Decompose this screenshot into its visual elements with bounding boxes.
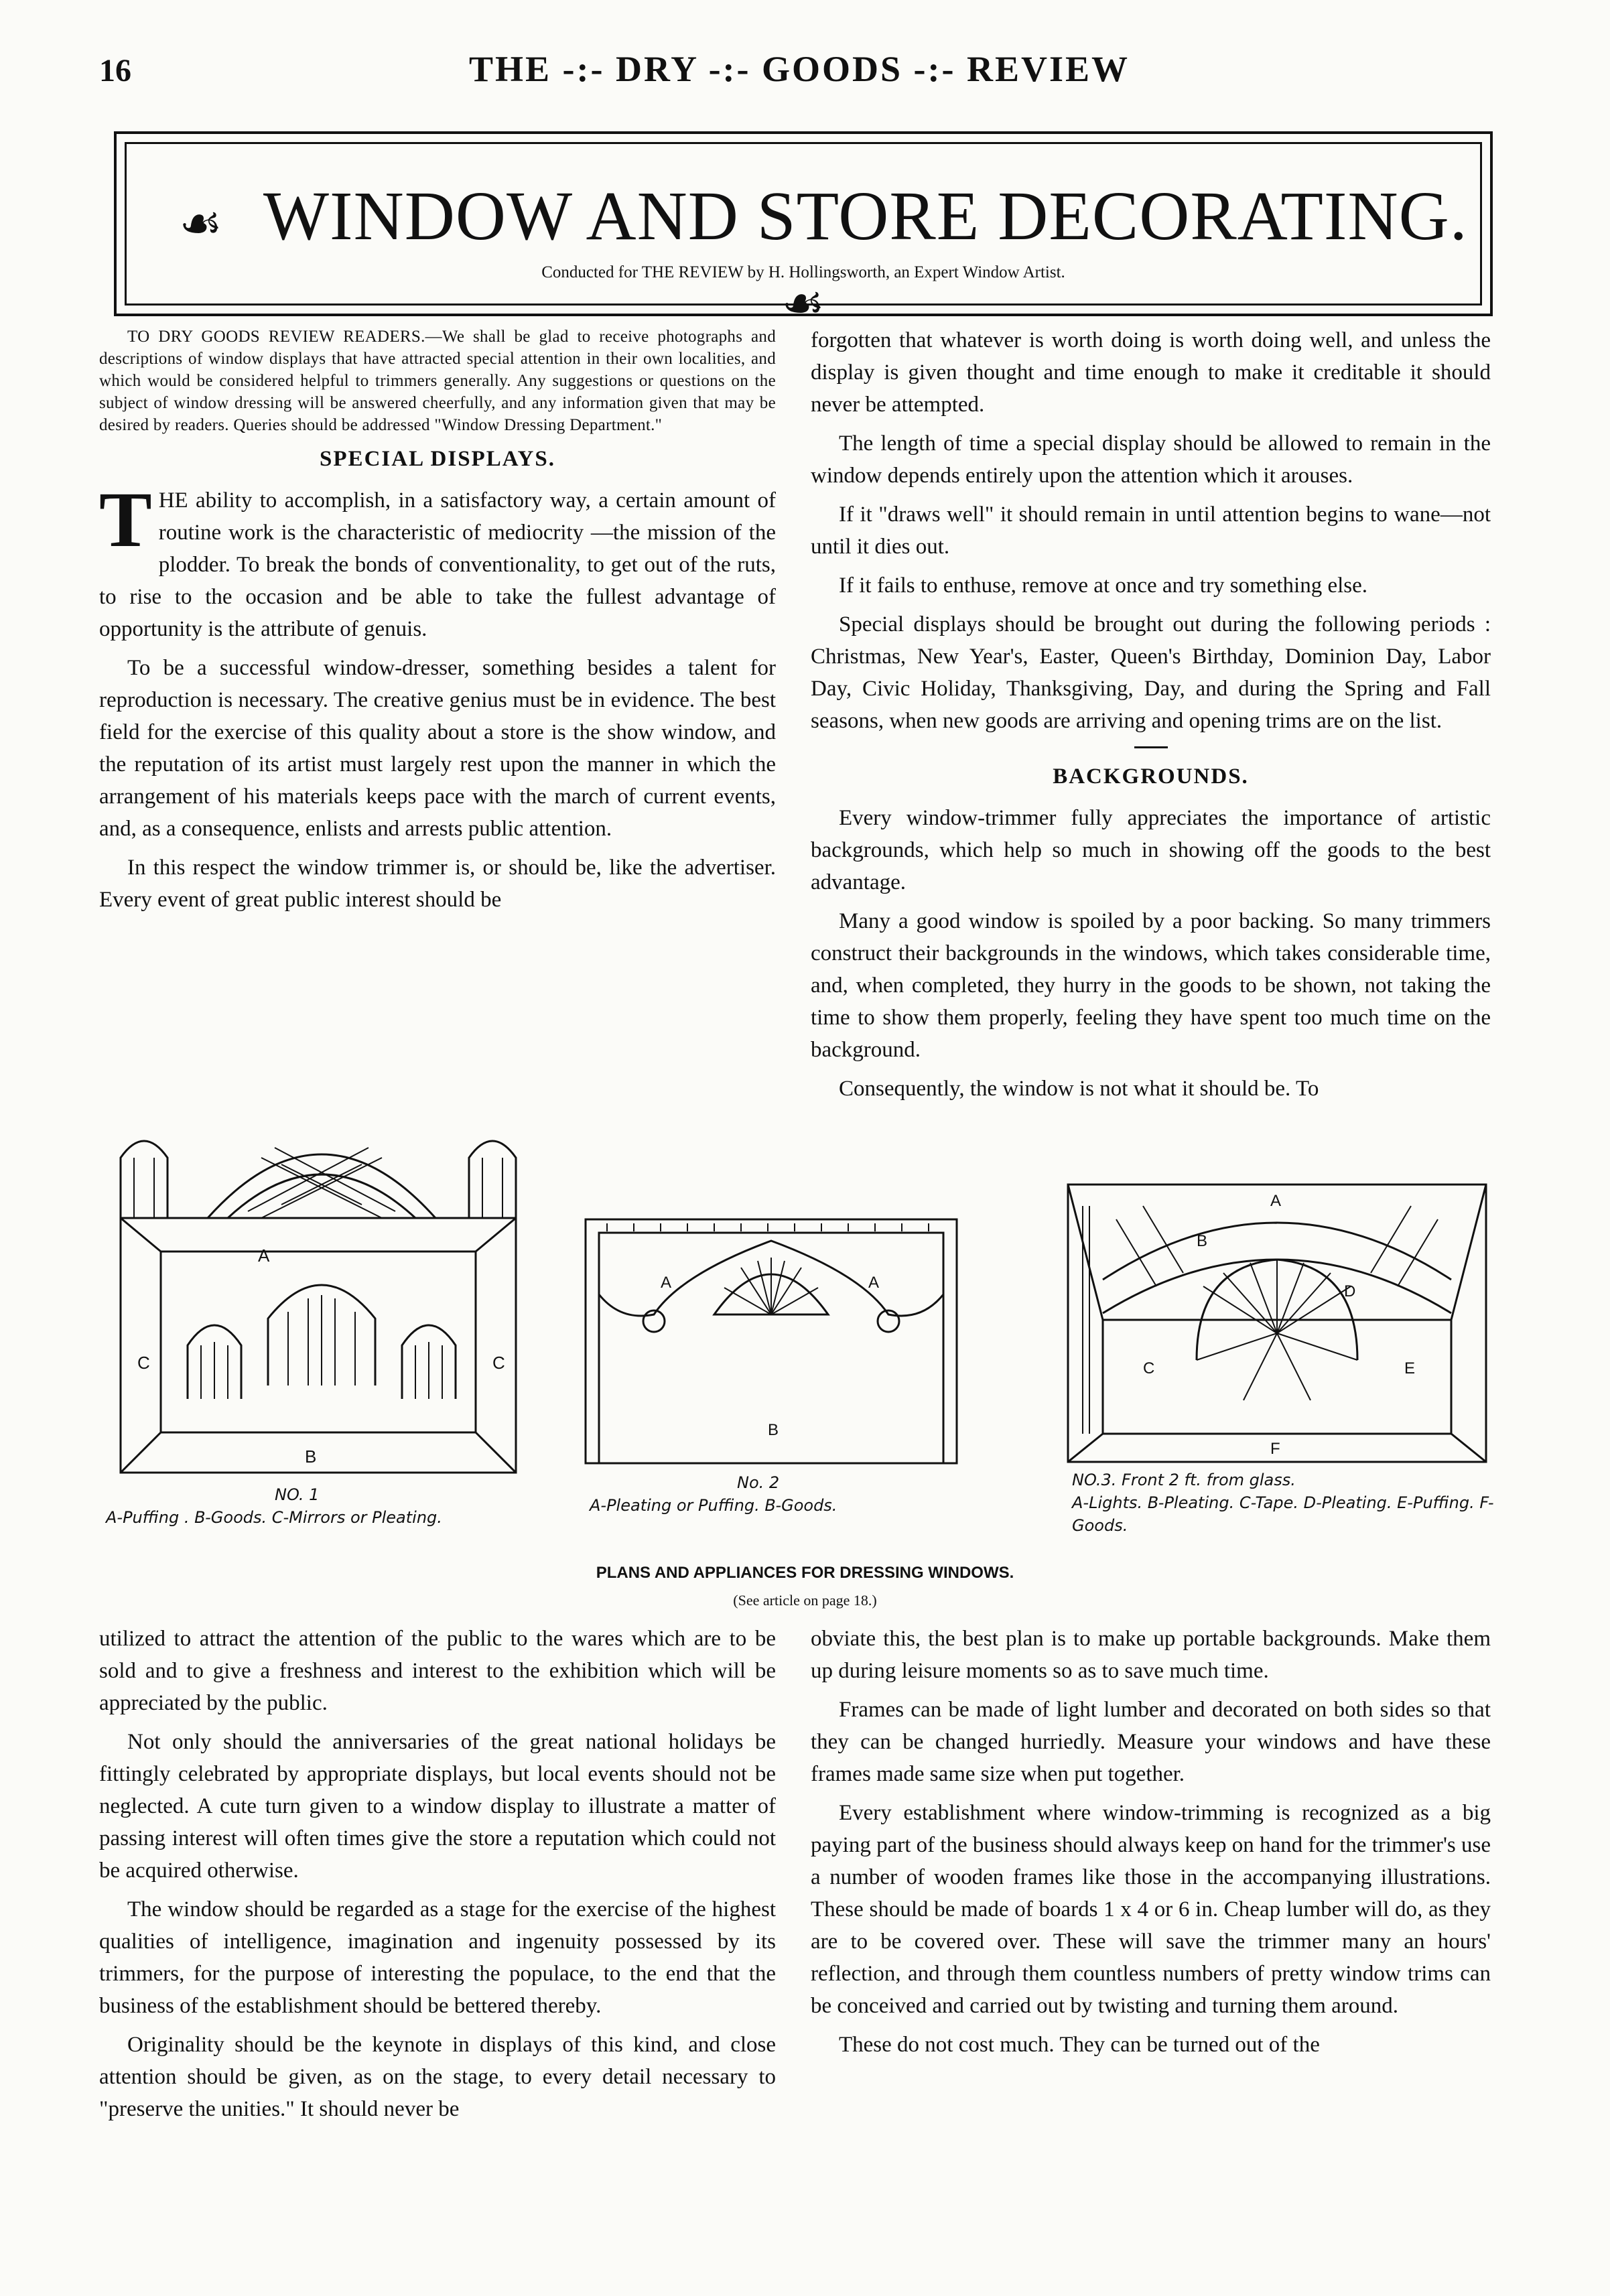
figure-label: B [768, 1421, 779, 1439]
page-number: 16 [99, 53, 131, 88]
paragraph: Consequently, the window is not what it should be. To [839, 1077, 1319, 1101]
figure-label: E [1404, 1359, 1416, 1377]
paragraph: Special displays should be brought out during the following periods : Christmas, New Year's, Easter, Queen's Birthday, Dominion Day, Labor Day, Civic Holiday, Thanksgiving, Day, and during the Spring and Fall seasons, when new goods are arriving and opening trims are on the list. [811, 612, 1491, 733]
paragraph: Frames can be made of light lumber and decorated on both sides so that they can be changed hurriedly. Measure your windows and have these frames made same size when put together. [811, 1698, 1491, 1786]
paragraph: Many a good window is spoiled by a poor backing. So many trimmers construct their backgrounds in the windows, which takes considerable time, and, when completed, they hurry in the goods to be shown, not taking the time to show them properly, feeling they have spent too much time on the background. [811, 909, 1491, 1062]
drop-cap: T [99, 476, 152, 563]
heading-special-displays: SPECIAL DISPLAYS. [320, 447, 555, 471]
figure-label: A [868, 1274, 880, 1292]
banner-title-row [127, 176, 1480, 336]
paragraph: If it "draws well" it should remain in until attention begins to wane—not until it dies out. [811, 502, 1491, 559]
figure-label: C [492, 1353, 505, 1373]
banner-title: WINDOW AND STORE DECORATING. [263, 178, 1468, 255]
readers-notice: TO DRY GOODS REVIEW READERS.—We shall be glad to receive photographs and descriptions of window displays that have attracted special attention in their own localities, and which would be considered helpful to trimmers generally. Any suggestions or questions on the subject of window dressing will be answered cheerfully, and any information given that may be desired by readers. Queries should be addressed "Window Dressing Department." [99, 328, 776, 434]
paragraph: The length of time a special display should be allowed to remain in the window depends entirely upon the attention which it arouses. [811, 431, 1491, 488]
banner-inner-frame [125, 142, 1482, 330]
figure-label: C [137, 1353, 150, 1373]
right-column-upper [811, 324, 1491, 1111]
figure-label: D [1344, 1282, 1356, 1300]
paragraph: THE ability to accomplish, in a satisfactory way, a certain amount of routine work is the characteristic of mediocrity —the mission of the plodder. To break the bonds of conventionality, to get out of the ruts, to rise to the occasion and be able to take the fullest advantage of opportunity is the attribute of genuis. [99, 476, 776, 641]
paragraph: The window should be regarded as a stage for the exercise of the highest qualities of intelligence, imagination and ingenuity possessed by its trimmers, for the purpose of interesting the populace, to the end that the business of the establishment should be bettered thereby. [99, 1897, 776, 2018]
figure-3-drawing [1063, 1179, 1491, 1467]
figure-2-number: No. 2 [737, 1473, 780, 1492]
figure-label: A [258, 1245, 270, 1266]
paragraph: forgotten that whatever is worth doing is worth doing well, and unless the display is given thought and time enough to make it creditable it should never be attempted. [811, 328, 1491, 417]
figure-caption: PLANS AND APPLIANCES FOR DRESSING WINDOWS. [596, 1564, 1014, 1582]
figure-3-legend: A-Lights. B-Pleating. C-Tape. D-Pleating. E-Puffing. F-Goods. [1072, 1493, 1494, 1535]
leaf-ornament-icon: ☙ [781, 276, 825, 330]
figure-2-drawing [580, 1214, 962, 1469]
paragraph: utilized to attract the attention of the public to the wares which are to be sold and to give a freshness and interest to the exhibition which will be appreciated by the public. [99, 1627, 776, 1715]
figure-1-number: NO. 1 [275, 1485, 320, 1504]
paragraph: Not only should the anniversaries of the great national holidays be fittingly celebrated by appropriate displays, but local events should not be neglected. A cute turn given to a window display to illustrate a matter of passing interest will often times give the store a reputation which could not be acquired otherwise. [99, 1730, 776, 1883]
figure-1-drawing [107, 1118, 536, 1479]
figure-label: C [1143, 1359, 1155, 1377]
figure-subcaption: (See article on page 18.) [733, 1592, 877, 1609]
paragraph: These do not cost much. They can be turned out of the [839, 2033, 1320, 2057]
running-head: THE -:- DRY -:- GOODS -:- REVIEW [469, 49, 1130, 89]
figure-label: B [305, 1446, 317, 1467]
paragraph: Every window-trimmer fully appreciates the importance of artistic backgrounds, which help so much in showing off the goods to the best advantage. [811, 806, 1491, 894]
heading-backgrounds: BACKGROUNDS. [1053, 764, 1249, 789]
figure-3-number: NO.3. Front 2 ft. from glass. [1072, 1471, 1296, 1489]
figure-label: A [661, 1274, 672, 1292]
left-column-lower [99, 1623, 776, 2132]
figure-1-legend: A-Puffing . B-Goods. C-Mirrors or Pleating. [106, 1508, 442, 1527]
paragraph: If it fails to enthuse, remove at once and try something else. [839, 573, 1368, 598]
banner-subtitle: Conducted for THE REVIEW by H. Hollingsworth, an Expert Window Artist. [541, 263, 1065, 281]
left-column-upper [99, 326, 776, 923]
paragraph: In this respect the window trimmer is, or should be, like the advertiser. Every event of great public interest should be [99, 856, 776, 912]
leaf-ornament-icon: ☙ [179, 196, 223, 251]
paragraph: Every establishment where window-trimming is recognized as a big paying part of the business should always keep on hand for the trimmer's use a number of wooden frames like those in the accompanying illustrations. These should be made of boards 1 x 4 or 6 in. Cheap lumber will do, as they are to be covered over. These will save the trimmer many an hours' reflection, and through them countless numbers of pretty window trims can be conceived and carried out by twisting and turning them around. [811, 1801, 1491, 2018]
figure-label: B [1197, 1232, 1208, 1250]
section-banner [114, 131, 1493, 330]
paragraph: obviate this, the best plan is to make up portable backgrounds. Make them up during leisure moments so as to save much time. [811, 1627, 1491, 1683]
right-column-lower [811, 1623, 1491, 2068]
figure-2-legend: A-Pleating or Puffing. B-Goods. [590, 1496, 837, 1515]
short-rule [1134, 746, 1168, 748]
figure-label: A [1270, 1192, 1282, 1210]
paragraph: Originality should be the keynote in displays of this kind, and close attention should be given, as on the stage, to every detail necessary to "preserve the unities." It should never be [99, 2033, 776, 2121]
figure-label: F [1270, 1440, 1280, 1458]
paragraph: To be a successful window-dresser, something besides a talent for reproduction is necessary. The creative genius must be in evidence. The best field for the exercise of this quality about a store is the show window, and the reputation of its artist must largely rest upon the manner in which the arrangement of his materials keeps pace with the march of current events, and, as a consequence, enlists and arrests public attention. [99, 656, 776, 841]
